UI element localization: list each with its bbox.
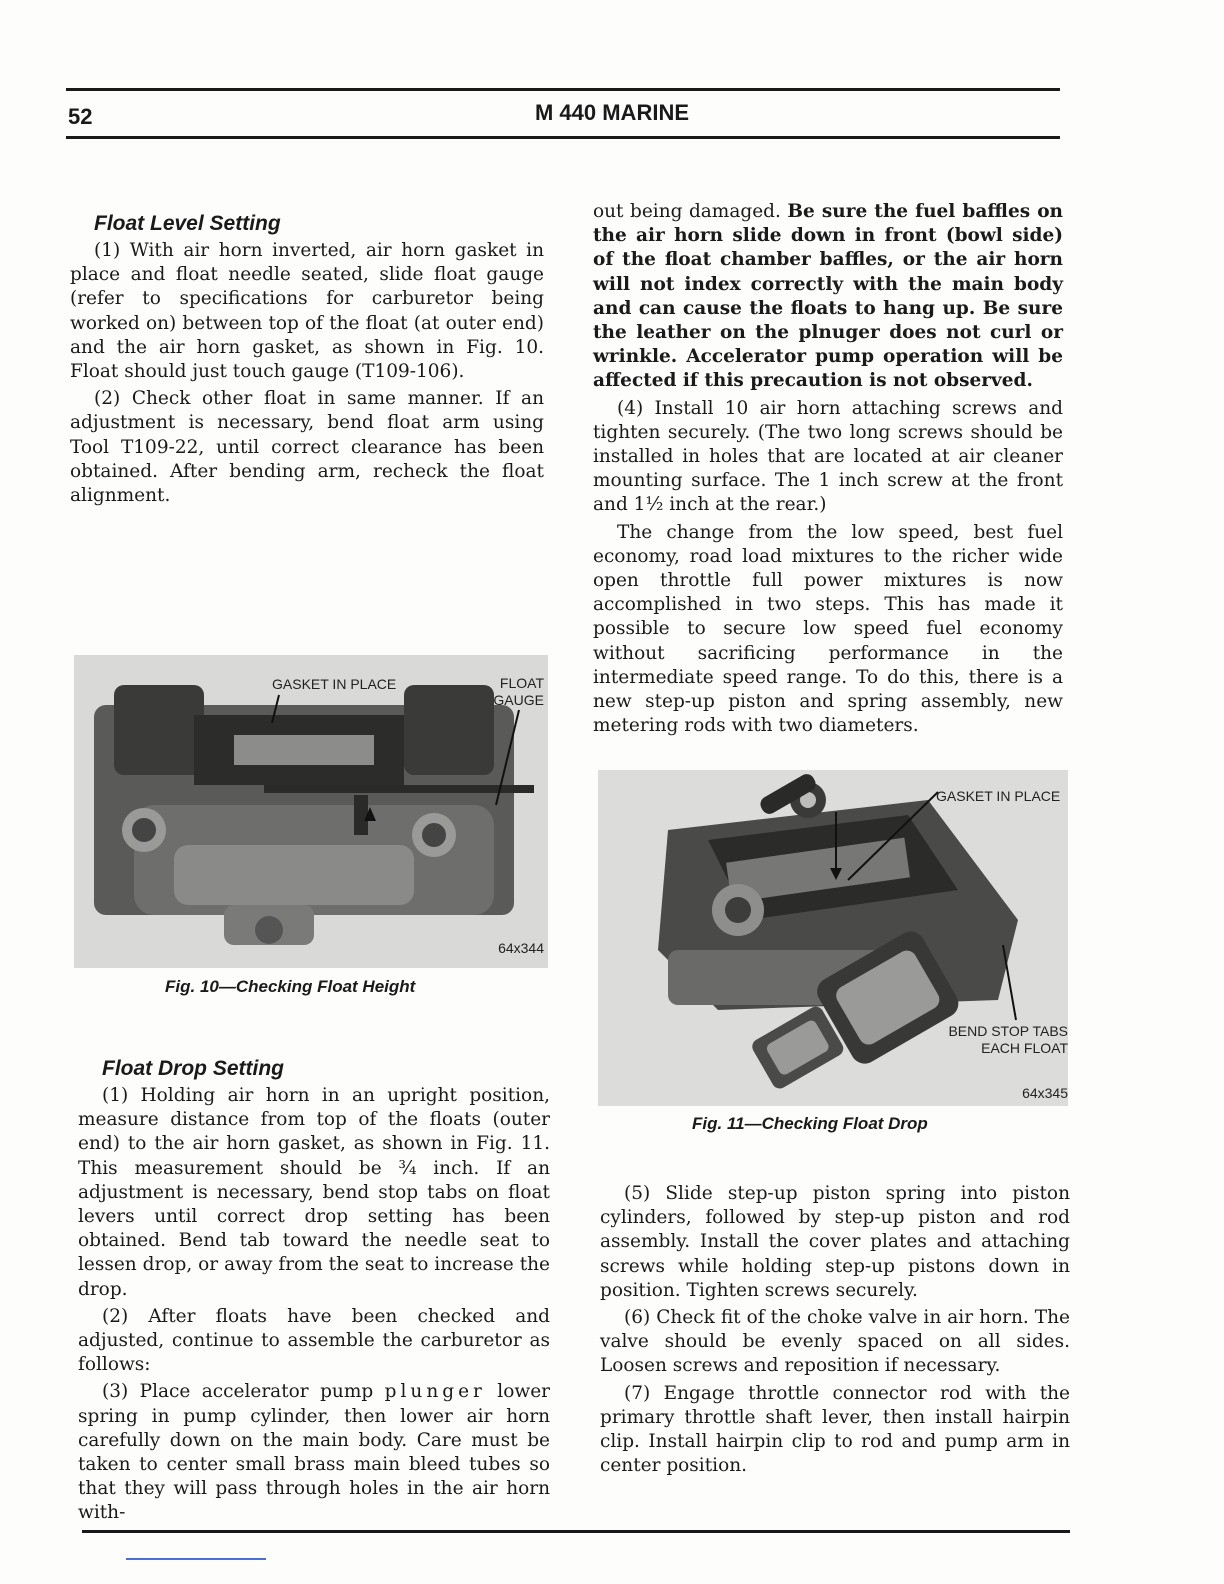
fig10-label-float <box>470 675 544 709</box>
step-3-text-c: lower spring in pump cylinder, then lower air horn carefully down on the main body. Care must be taken to center small brass main bleed tubes so that they will pass through holes in the air horn with- <box>78 1381 550 1524</box>
float-level-step-2: (2) Check other float in same manner. If an adjustment is necessary, bend float arm using Tool T109-22, until correct clearance has been obtained. After bending arm, recheck the float alignment. <box>70 388 544 507</box>
page-number: 52 <box>68 104 93 129</box>
footer-rule <box>82 1530 1070 1533</box>
step-7: (7) Engage throttle connector rod with the primary throttle shaft lever, then install hairpin clip. Install hairpin clip to rod and pump arm in center position. <box>600 1382 1070 1477</box>
fig10-caption: Fig. 10—Checking Float Height <box>165 977 416 996</box>
step-3-plunger-word: plunger <box>384 1381 486 1403</box>
float-level-section <box>70 212 544 511</box>
float-level-step-1: (1) With air horn inverted, air horn gasket in place and float needle seated, slide float gauge (refer to specifications for carburetor being worked on) between top of the float (at outer end) and the air horn gasket, as shown in Fig. 10. Float should just touch gauge (T109-106). <box>70 240 544 383</box>
fig11-label-gasket: GASKET IN PLACE <box>936 788 1061 804</box>
header-bottom-rule <box>66 136 1060 139</box>
fig11-label-bend-line2: EACH FLOAT <box>981 1040 1068 1056</box>
header-top-rule <box>66 88 1060 91</box>
float-drop-step-2: (2) After floats have been checked and adjusted, continue to assemble the carburetor as follows: <box>78 1305 550 1376</box>
fig10-label-float-line1: FLOAT <box>499 675 544 691</box>
float-level-heading: Float Level Setting <box>94 212 281 235</box>
step-3-continuation <box>593 200 1063 394</box>
float-drop-step-3 <box>78 1380 550 1525</box>
step-3-text-a: (3) Place accelerator pump <box>102 1381 385 1403</box>
fig11-code: 64x345 <box>1022 1085 1068 1101</box>
float-drop-heading: Float Drop Setting <box>102 1057 284 1080</box>
baffle-warning: Be sure the fuel baffles on the air horn slide down in front (bowl side) of the float chamber baffles, or the air horn will not index correctly with the main body and can cause the floats to hang up. Be sure the leather on the plnuger does not curl or wrinkle. Accelerator pump operation will be affected if this precaution is not observed. <box>593 201 1063 392</box>
step-6: (6) Check fit of the choke valve in air horn. The valve should be evenly spaced on all sides. Loosen screws and reposition if necessary. <box>600 1307 1070 1377</box>
fig11-caption: Fig. 11—Checking Float Drop <box>692 1114 928 1133</box>
footer-link-underline <box>126 1558 266 1560</box>
metering-change-paragraph: The change from the low speed, best fuel economy, road load mixtures to the richer wide open throttle full power mixtures is now accomplished in two steps. This has made it possible to secure low speed fuel economy without sacrificing performance in the intermediate speed range. To do this, there is a new step-up piston and spring assembly, new metering rods with two diameters. <box>593 521 1063 737</box>
step-4: (4) Install 10 air horn attaching screws and tighten securely. (The two long screws should be installed in holes that are located at air cleaner mounting surface. The 1 inch screw at the front and 1½ inch at the rear.) <box>593 397 1063 516</box>
fig11-label-bend <box>930 1023 1068 1057</box>
right-column-top <box>593 200 1063 741</box>
float-drop-step-1: (1) Holding air horn in an upright position, measure distance from top of the floats (outer end) to the air horn gasket, as shown in Fig. 11. This measurement should be ¾ inch. If an adjustment is necessary, bend stop tabs on float levers until correct drop setting has been obtained. Bend tab toward the needle seat to lessen drop, or away from the seat to increase the drop. <box>78 1085 550 1300</box>
fig10-code: 64x344 <box>498 940 544 956</box>
right-column-bottom <box>600 1182 1070 1481</box>
step-5: (5) Slide step-up piston spring into piston cylinders, followed by step-up piston and rod assembly. Install the cover plates and attaching screws while holding step-up pistons down in position. Tighten screws securely. <box>600 1183 1070 1301</box>
fig10-label-gasket: GASKET IN PLACE <box>272 676 397 692</box>
continuation-text: out being damaged. <box>593 201 788 222</box>
fig10-label-float-line2: GAUGE <box>493 692 544 708</box>
float-drop-section <box>78 1057 550 1529</box>
fig11-label-bend-line1: BEND STOP TABS <box>948 1023 1068 1039</box>
page-title: M 440 MARINE <box>534 100 690 125</box>
